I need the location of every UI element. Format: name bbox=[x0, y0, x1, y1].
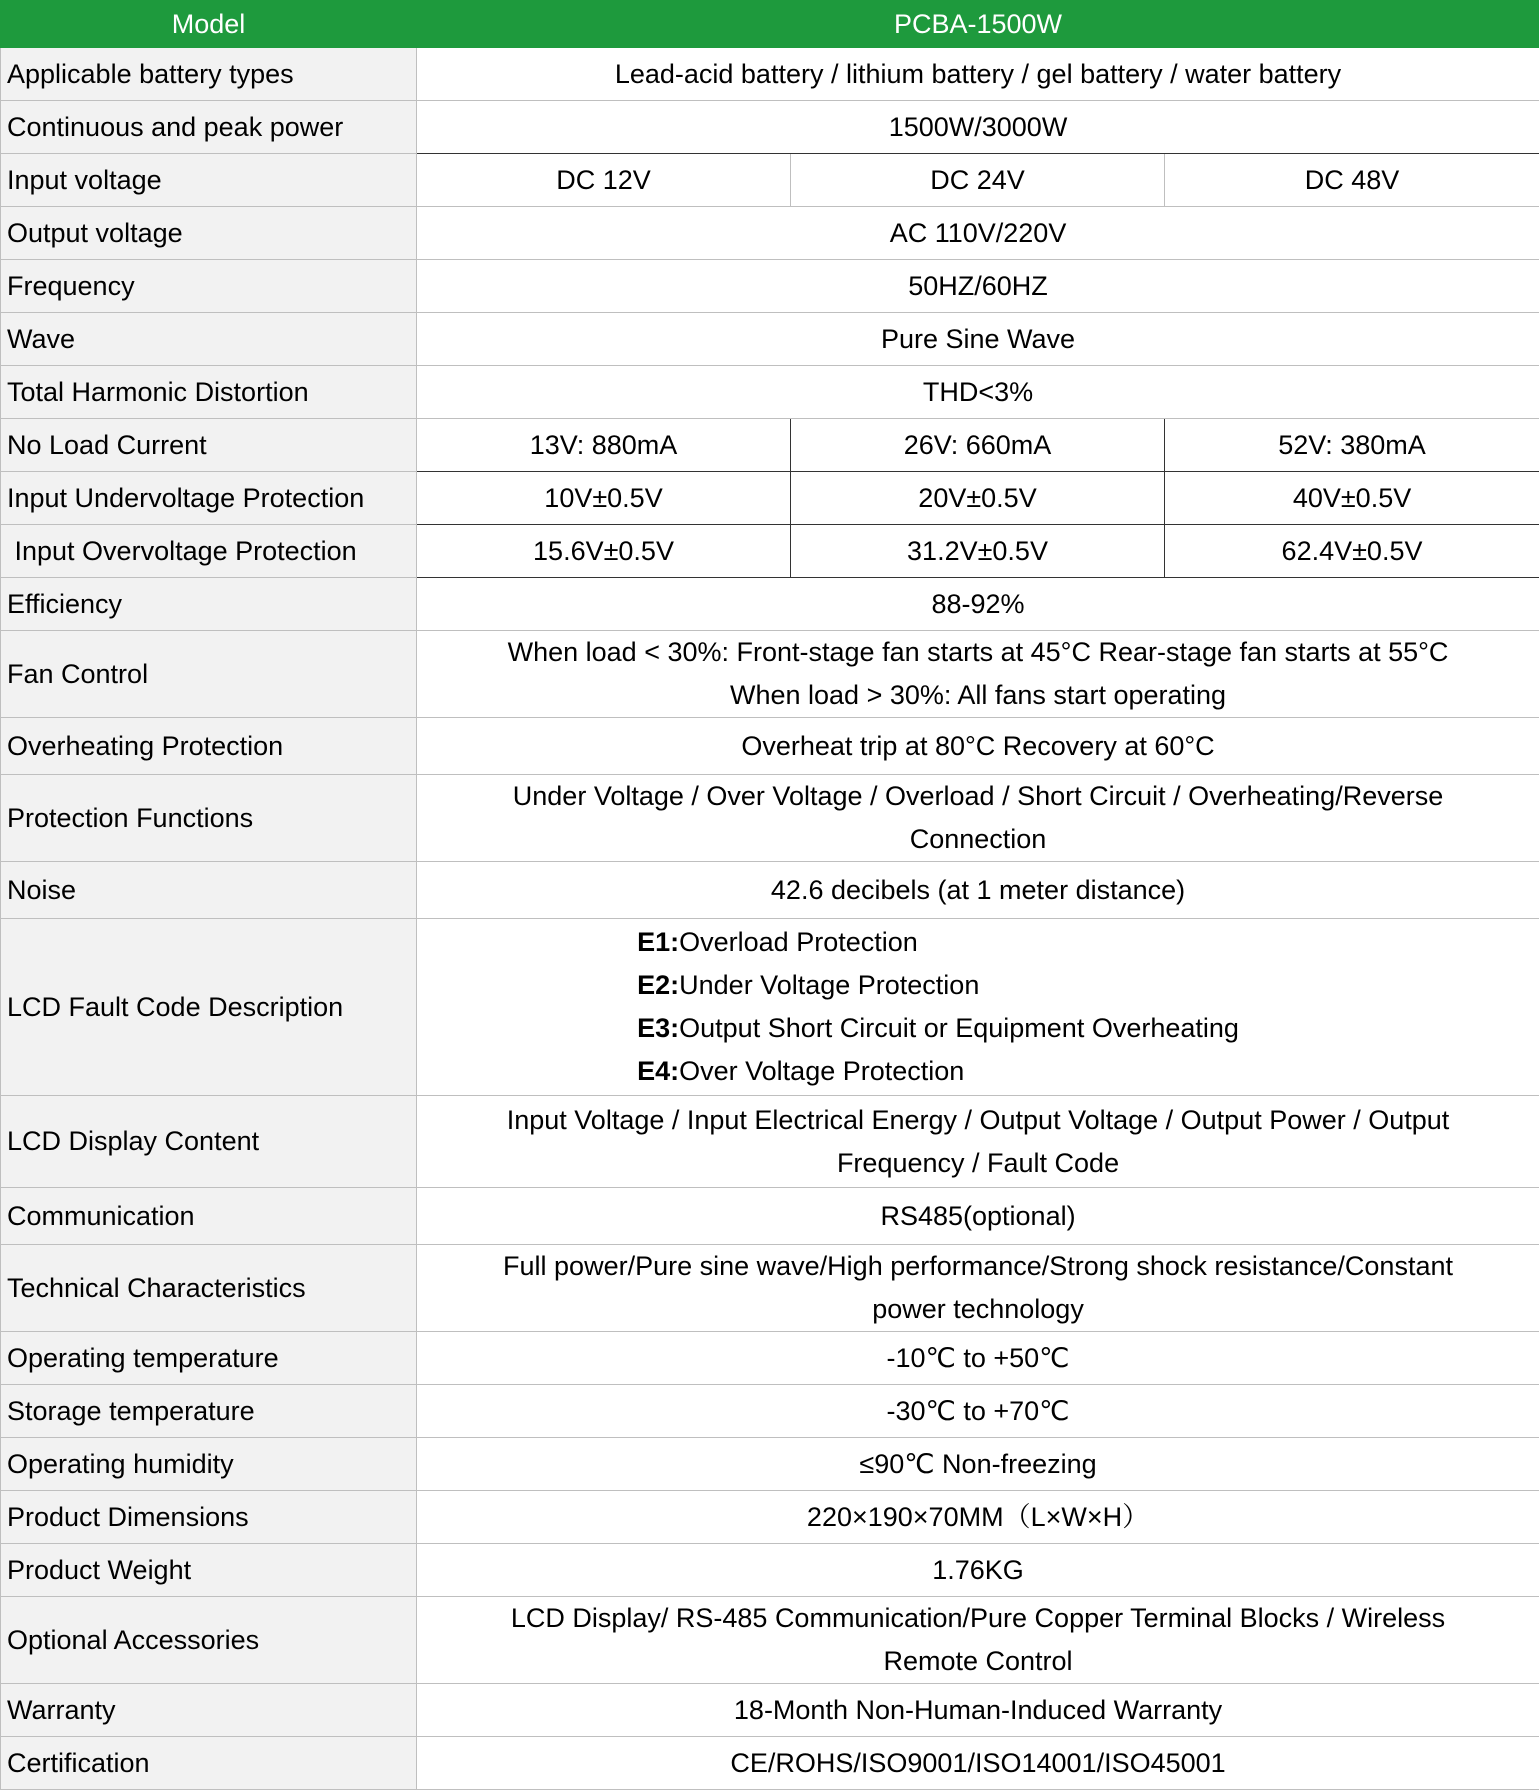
table-row bbox=[1, 101, 1539, 154]
row-value: -10℃ to +50℃ bbox=[417, 1332, 1539, 1385]
table-row bbox=[1, 1544, 1539, 1597]
table-row bbox=[1, 1438, 1539, 1491]
table-row bbox=[1, 366, 1539, 419]
row-label: Protection Functions bbox=[1, 775, 417, 862]
table-row bbox=[1, 419, 1539, 472]
table-row bbox=[1, 1245, 1539, 1332]
value-line: Input Voltage / Input Electrical Energy / Output Voltage / Output Power / Output bbox=[421, 1099, 1535, 1142]
value-line: When load > 30%: All fans start operating bbox=[421, 674, 1535, 717]
row-value-48v: 40V±0.5V bbox=[1165, 472, 1539, 525]
row-value-12v: 13V: 880mA bbox=[417, 419, 791, 472]
row-label: Input Overvoltage Protection bbox=[1, 525, 417, 578]
row-value: 88-92% bbox=[417, 578, 1539, 631]
value-line: Connection bbox=[421, 818, 1535, 861]
value-line: power technology bbox=[421, 1288, 1535, 1331]
fault-code-list bbox=[637, 921, 1239, 1093]
row-value bbox=[417, 1597, 1539, 1684]
row-label: Total Harmonic Distortion bbox=[1, 366, 417, 419]
table-row bbox=[1, 1332, 1539, 1385]
row-value: 50HZ/60HZ bbox=[417, 260, 1539, 313]
table-row bbox=[1, 1684, 1539, 1737]
row-label: Output voltage bbox=[1, 207, 417, 260]
row-value-12v: 15.6V±0.5V bbox=[417, 525, 791, 578]
header-label: Model bbox=[1, 1, 417, 48]
fault-code-item bbox=[637, 921, 1239, 964]
fault-code: E1: bbox=[637, 927, 679, 957]
row-label: No Load Current bbox=[1, 419, 417, 472]
row-label: LCD Display Content bbox=[1, 1096, 417, 1188]
value-line: Remote Control bbox=[421, 1640, 1535, 1683]
row-label: Operating temperature bbox=[1, 1332, 417, 1385]
row-label: Storage temperature bbox=[1, 1385, 417, 1438]
row-value: THD<3% bbox=[417, 366, 1539, 419]
row-label: Technical Characteristics bbox=[1, 1245, 417, 1332]
row-label: Applicable battery types bbox=[1, 48, 417, 101]
value-line: Full power/Pure sine wave/High performance/Strong shock resistance/Constant bbox=[421, 1245, 1535, 1288]
row-value bbox=[417, 1096, 1539, 1188]
row-value: 1.76KG bbox=[417, 1544, 1539, 1597]
row-value-24v: DC 24V bbox=[791, 154, 1165, 207]
row-value-48v: 52V: 380mA bbox=[1165, 419, 1539, 472]
table-row bbox=[1, 207, 1539, 260]
row-value bbox=[417, 631, 1539, 718]
row-label: Overheating Protection bbox=[1, 718, 417, 775]
table-row bbox=[1, 472, 1539, 525]
value-line: LCD Display/ RS-485 Communication/Pure Copper Terminal Blocks / Wireless bbox=[421, 1597, 1535, 1640]
row-label: Noise bbox=[1, 862, 417, 919]
row-value: AC 110V/220V bbox=[417, 207, 1539, 260]
table-row bbox=[1, 1491, 1539, 1544]
row-value-48v: DC 48V bbox=[1165, 154, 1539, 207]
table-row bbox=[1, 154, 1539, 207]
row-value-48v: 62.4V±0.5V bbox=[1165, 525, 1539, 578]
table-row bbox=[1, 1096, 1539, 1188]
value-line: Frequency / Fault Code bbox=[421, 1142, 1535, 1185]
fault-code: E2: bbox=[637, 970, 679, 1000]
table-row bbox=[1, 631, 1539, 718]
row-label: Wave bbox=[1, 313, 417, 366]
fault-code-text: Over Voltage Protection bbox=[679, 1056, 964, 1086]
table-row bbox=[1, 775, 1539, 862]
row-label: Optional Accessories bbox=[1, 1597, 417, 1684]
row-label: Product Weight bbox=[1, 1544, 417, 1597]
header-row bbox=[1, 1, 1539, 48]
fault-code-text: Under Voltage Protection bbox=[679, 970, 979, 1000]
row-value: 1500W/3000W bbox=[417, 101, 1539, 154]
row-value: 42.6 decibels (at 1 meter distance) bbox=[417, 862, 1539, 919]
row-label: Product Dimensions bbox=[1, 1491, 417, 1544]
row-label: Input voltage bbox=[1, 154, 417, 207]
fault-code-text: Output Short Circuit or Equipment Overheating bbox=[679, 1013, 1239, 1043]
fault-code-text: Overload Protection bbox=[679, 927, 918, 957]
row-value-12v: 10V±0.5V bbox=[417, 472, 791, 525]
table-row bbox=[1, 919, 1539, 1096]
row-label: Warranty bbox=[1, 1684, 417, 1737]
row-label: Continuous and peak power bbox=[1, 101, 417, 154]
row-value: 18-Month Non-Human-Induced Warranty bbox=[417, 1684, 1539, 1737]
row-value: -30℃ to +70℃ bbox=[417, 1385, 1539, 1438]
row-label: Communication bbox=[1, 1188, 417, 1245]
row-value: ≤90℃ Non-freezing bbox=[417, 1438, 1539, 1491]
row-label: Frequency bbox=[1, 260, 417, 313]
fault-code: E4: bbox=[637, 1056, 679, 1086]
row-value bbox=[417, 919, 1539, 1096]
value-line: When load < 30%: Front-stage fan starts at 45°C Rear-stage fan starts at 55°C bbox=[421, 631, 1535, 674]
table-row bbox=[1, 48, 1539, 101]
table-row bbox=[1, 718, 1539, 775]
table-row bbox=[1, 525, 1539, 578]
table-row bbox=[1, 313, 1539, 366]
row-value: CE/ROHS/ISO9001/ISO14001/ISO45001 bbox=[417, 1737, 1539, 1790]
table-row bbox=[1, 1385, 1539, 1438]
table-row bbox=[1, 1188, 1539, 1245]
row-label: LCD Fault Code Description bbox=[1, 919, 417, 1096]
row-value-24v: 31.2V±0.5V bbox=[791, 525, 1165, 578]
fault-code-item bbox=[637, 964, 1239, 1007]
fault-code-item bbox=[637, 1007, 1239, 1050]
row-value bbox=[417, 775, 1539, 862]
row-value-24v: 20V±0.5V bbox=[791, 472, 1165, 525]
table-row bbox=[1, 578, 1539, 631]
row-label: Input Undervoltage Protection bbox=[1, 472, 417, 525]
table-row bbox=[1, 260, 1539, 313]
row-value: RS485(optional) bbox=[417, 1188, 1539, 1245]
table-row bbox=[1, 862, 1539, 919]
row-value: Pure Sine Wave bbox=[417, 313, 1539, 366]
row-value bbox=[417, 1245, 1539, 1332]
value-line: Under Voltage / Over Voltage / Overload / Short Circuit / Overheating/Reverse bbox=[421, 775, 1535, 818]
row-label: Fan Control bbox=[1, 631, 417, 718]
table-row bbox=[1, 1737, 1539, 1790]
row-label: Operating humidity bbox=[1, 1438, 417, 1491]
fault-code-item bbox=[637, 1050, 1239, 1093]
row-value-24v: 26V: 660mA bbox=[791, 419, 1165, 472]
fault-code: E3: bbox=[637, 1013, 679, 1043]
row-value: Overheat trip at 80°C Recovery at 60°C bbox=[417, 718, 1539, 775]
header-model-value: PCBA-1500W bbox=[417, 1, 1539, 48]
row-label: Certification bbox=[1, 1737, 417, 1790]
row-value: 220×190×70MM（L×W×H） bbox=[417, 1491, 1539, 1544]
row-value: Lead-acid battery / lithium battery / gel battery / water battery bbox=[417, 48, 1539, 101]
row-label: Efficiency bbox=[1, 578, 417, 631]
row-value-12v: DC 12V bbox=[417, 154, 791, 207]
table-row bbox=[1, 1597, 1539, 1684]
